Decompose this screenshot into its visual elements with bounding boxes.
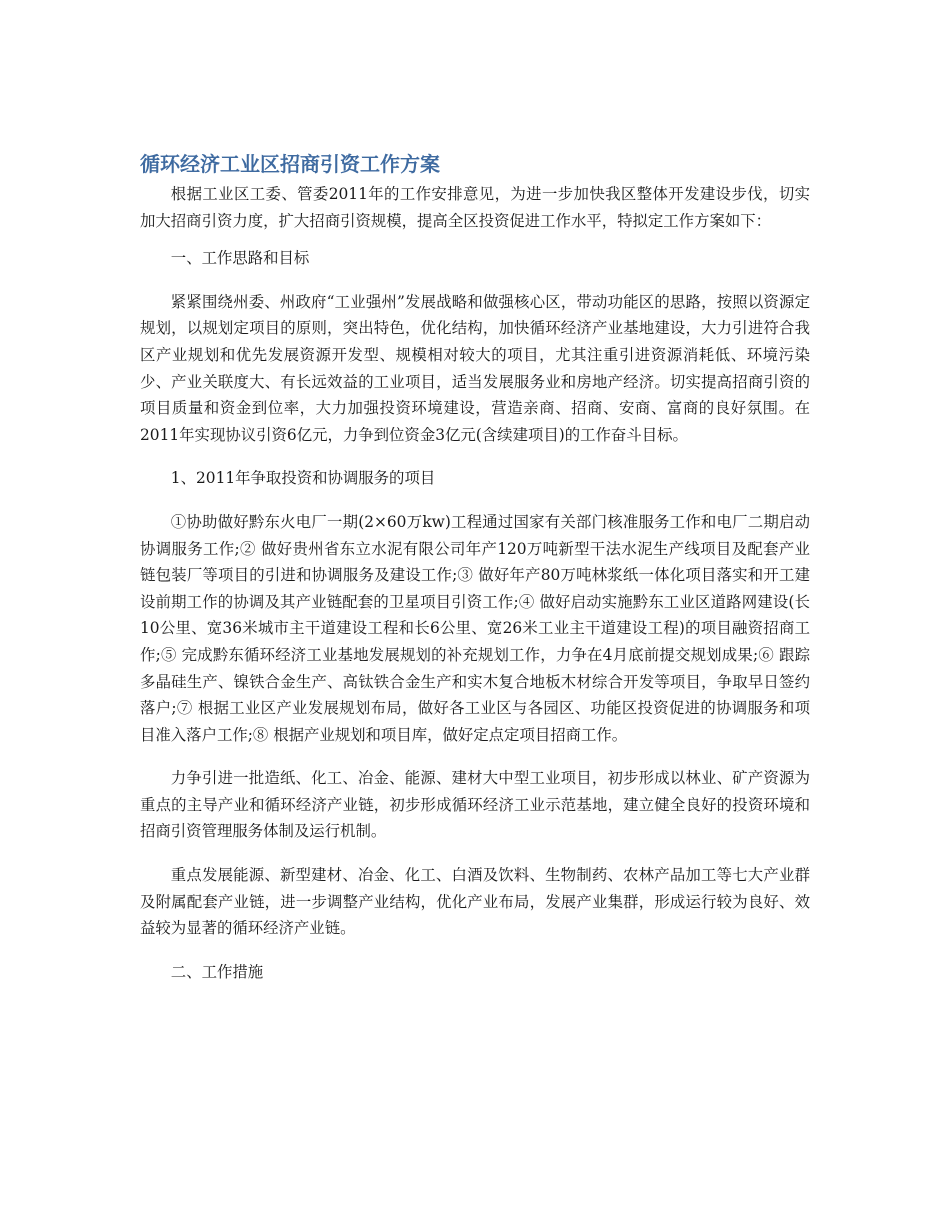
projects-paragraph: ①协助做好黔东火电厂一期(2×60万kw)工程通过国家有关部门核准服务工作和电厂二期启动协调服务工作;② 做好贵州省东立水泥有限公司年产120万吨新型干法水泥生产线项目及配套产业链包装厂等项目的引进和协调服务及建设工作;③ 做好年产80万吨林浆纸一体化项目落实和开工建设前期工作的协调及其产业链配套的卫星项目引资工作;④ 做好启动实施黔东工业区道路网建设(长10公里、宽36米城市主干道建设工程和长6公里、宽26米工业主干道建设工程)的项目融资招商工作;⑤ 完成黔东循环经济工业基地发展规划的补充规划工作，力争在4月底前提交规划成果;⑥ 跟踪多晶硅生产、镍铁合金生产、高钛铁合金生产和实木复合地板木材综合开发等项目，争取早日签约落户;⑦ 根据工业区产业发展规划布局，做好各工业区与各园区、功能区投资促进的协调服务和项目准入落户工作;⑧ 根据产业规划和项目库，做好定点定项目招商工作。	[140, 512, 810, 744]
document-body	[140, 181, 810, 985]
goals-paragraph: 紧紧围绕州委、州政府“工业强州”发展战略和做强核心区，带动功能区的思路，按照以资源定规划，以规划定项目的原则，突出特色，优化结构，加快循环经济产业基地建设，大力引进符合我区产业规划和优先发展资源开发型、规模相对较大的项目，尤其注重引进资源消耗低、环境污染少、产业关联度大、有长远效益的工业项目，适当发展服务业和房地产经济。切实提高招商引资的项目质量和资金到位率，大力加强投资环境建设，营造亲商、招商、安商、富商的良好氛围。在2011年实现协议引资6亿元，力争到位资金3亿元(含续建项目)的工作奋斗目标。	[140, 292, 810, 444]
document-title: 循环经济工业区招商引资工作方案	[140, 152, 440, 176]
section-heading-2: 二、工作措施	[170, 962, 264, 981]
section-heading-1: 一、工作思路和目标	[170, 249, 310, 268]
subsection-heading-1: 1、2011年争取投资和协调服务的项目	[170, 469, 436, 488]
intro-paragraph: 根据工业区工委、管委2011年的工作安排意见，为进一步加快我区整体开发建设步伐，切实加大招商引资力度，扩大招商引资规模，提高全区投资促进工作水平，特拟定工作方案如下：	[140, 185, 810, 230]
industry-paragraph: 力争引进一批造纸、化工、冶金、能源、建材大中型工业项目，初步形成以林业、矿产资源为重点的主导产业和循环经济产业链，初步形成循环经济工业示范基地，建立健全良好的投资环境和招商引资管理服务体制及运行机制。	[140, 769, 810, 841]
development-paragraph: 重点发展能源、新型建材、冶金、化工、白酒及饮料、生物制药、农林产品加工等七大产业群及附属配套产业链，进一步调整产业结构，优化产业布局，发展产业集群，形成运行较为良好、效益较为显著的循环经济产业链。	[140, 866, 810, 938]
